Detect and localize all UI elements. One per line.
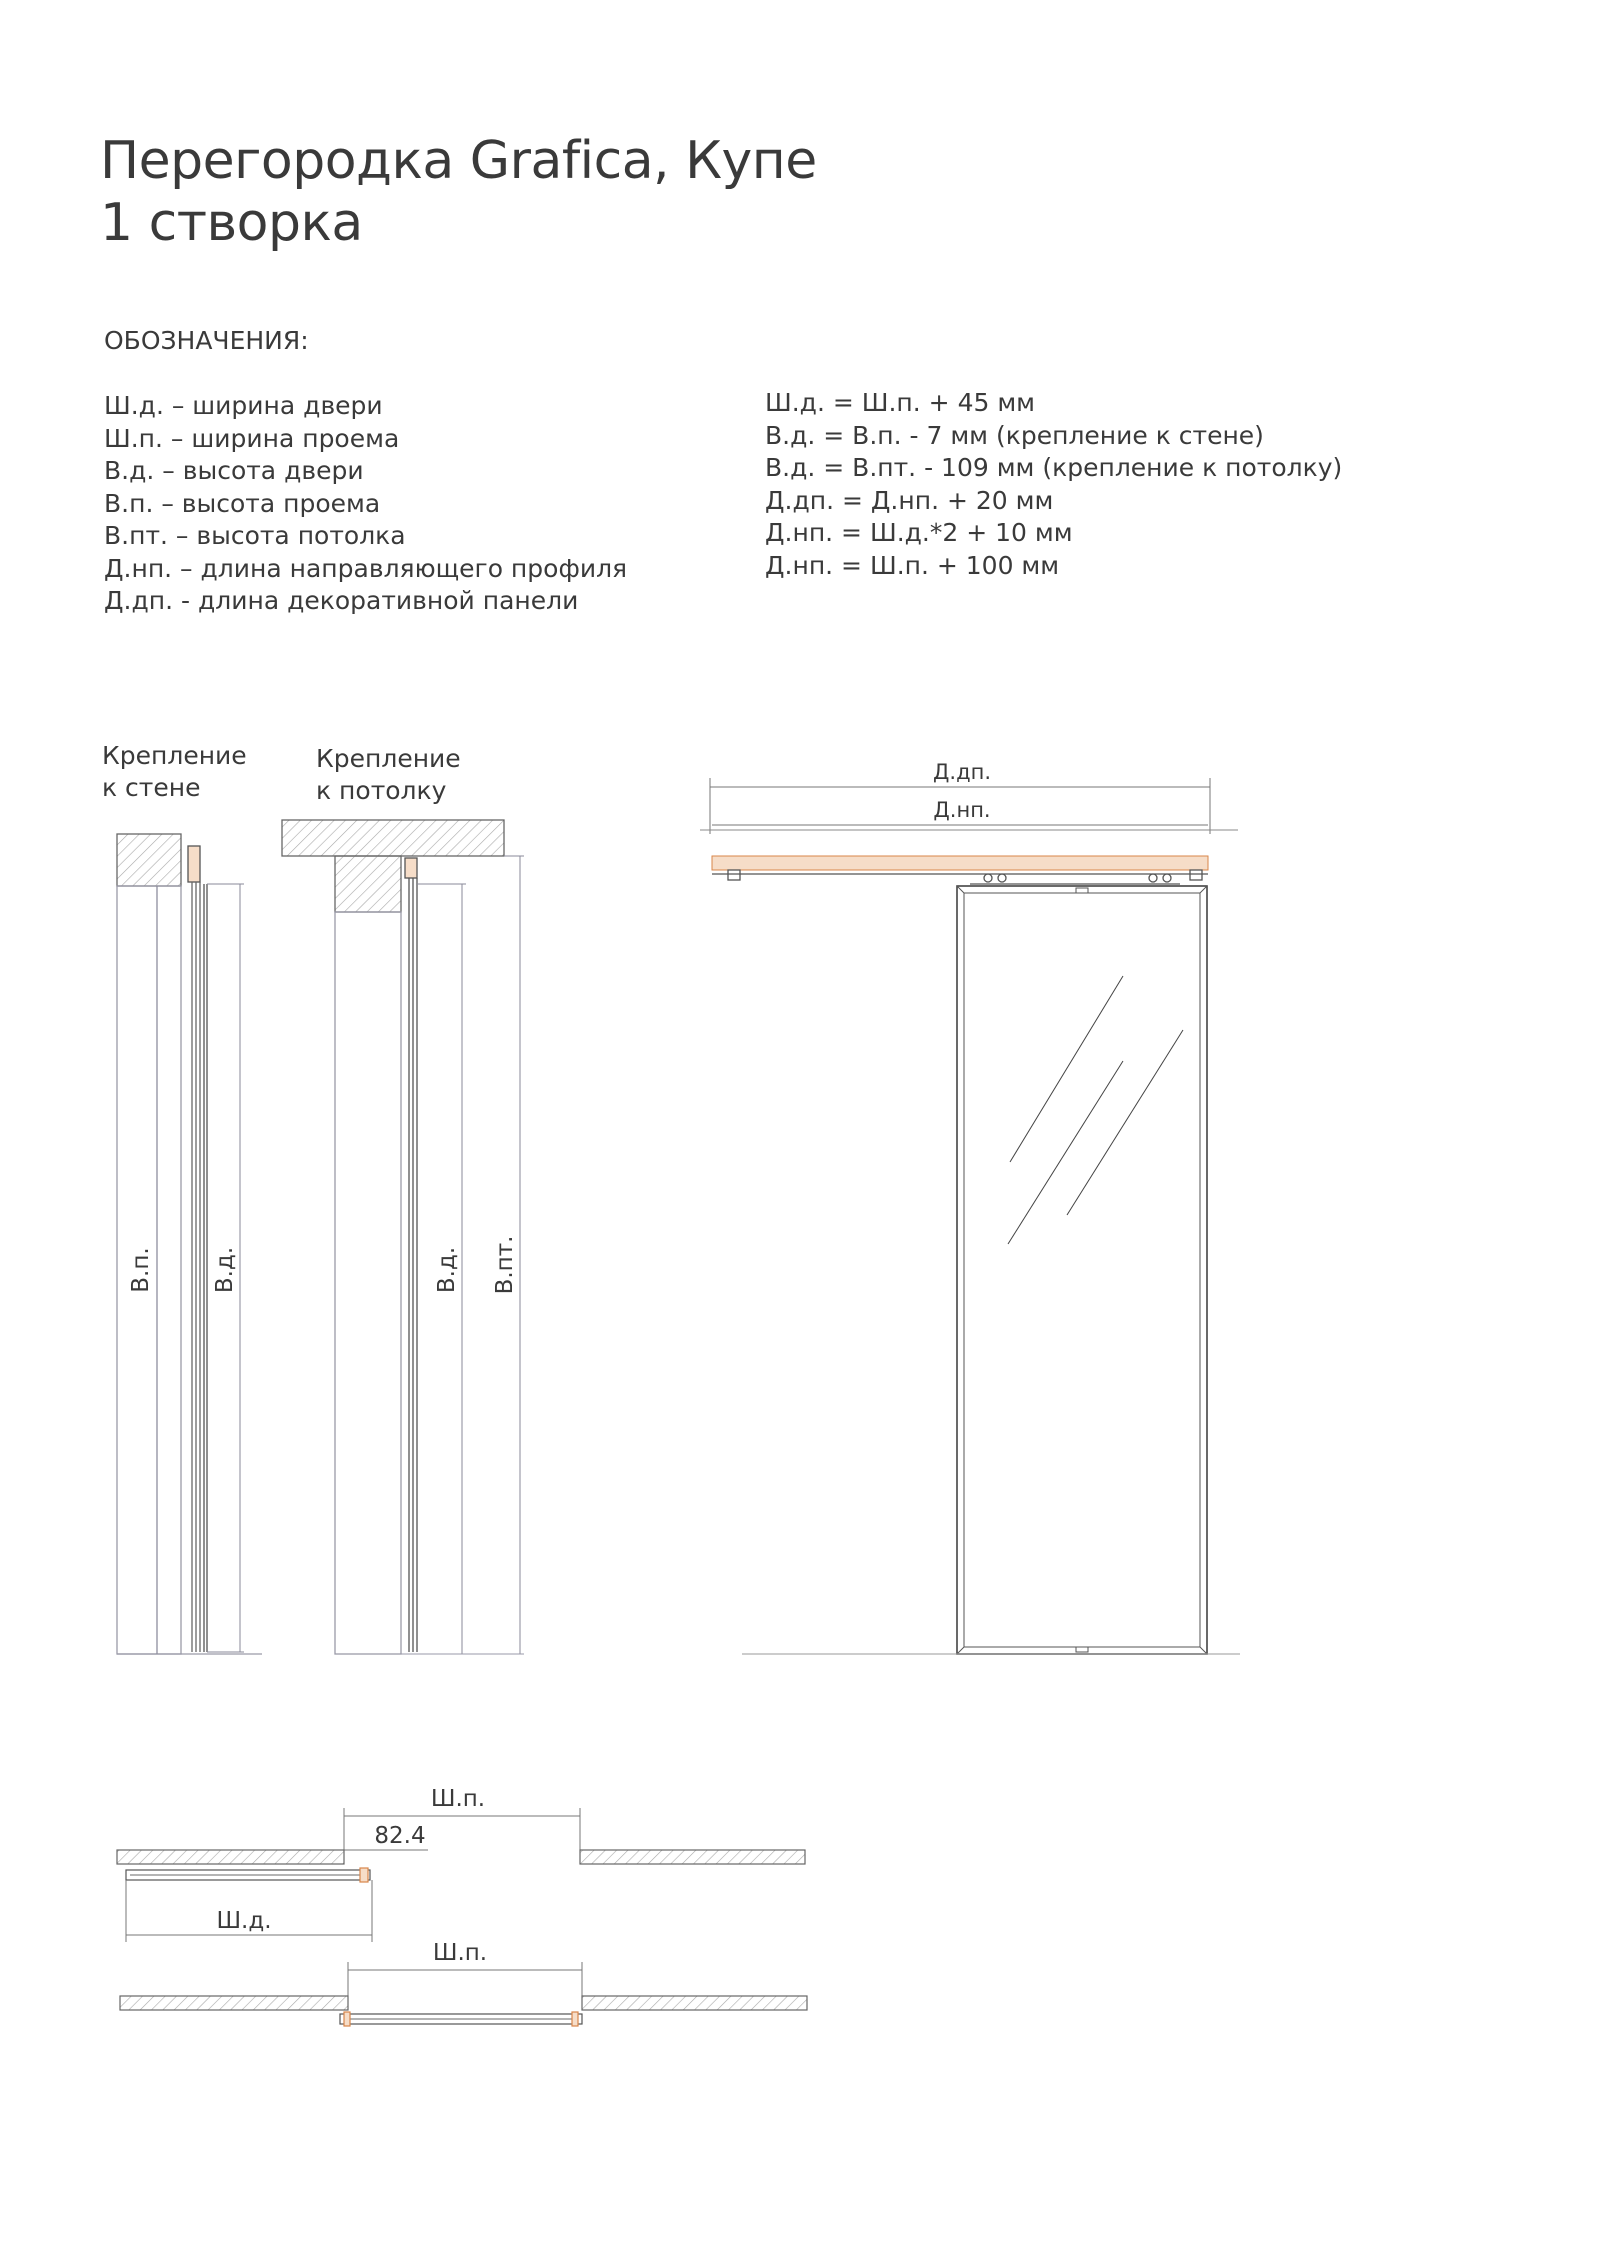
ceiling-bracket xyxy=(405,858,417,878)
vpt-label: В.пт. xyxy=(492,1235,518,1295)
legend-formula: Д.нп. = Ш.д.*2 + 10 мм xyxy=(765,518,1073,547)
ceiling-mount-caption-line-1: Крепление xyxy=(316,744,461,773)
wall-right xyxy=(580,1850,805,1864)
guide-rail xyxy=(712,856,1208,870)
legend-definition: В.д. – высота двери xyxy=(104,456,364,485)
legend-formula: Ш.д. = Ш.п. + 45 мм xyxy=(765,388,1036,417)
shp-label-2: Ш.п. xyxy=(432,1940,488,1966)
glass-reflection-line xyxy=(1010,976,1123,1162)
shp-label-1: Ш.п. xyxy=(430,1786,486,1812)
wall-bracket xyxy=(188,846,200,882)
wall-left xyxy=(117,1850,344,1864)
wall-right-2 xyxy=(582,1996,807,2010)
wall-mount-section xyxy=(117,834,262,1654)
legend-definition: В.п. – высота проема xyxy=(104,488,381,518)
roller-icon xyxy=(1149,874,1157,882)
legend-definition: Д.нп. – длина направляющего профиля xyxy=(104,553,628,583)
top-guide-clip xyxy=(1076,888,1088,893)
legend-definition: Ш.п. – ширина проема xyxy=(104,423,400,453)
plan-view-ceiling-mount xyxy=(120,1962,807,2026)
legend-definition: Ш.д. – ширина двери xyxy=(104,391,383,420)
roller-icon xyxy=(998,874,1006,882)
offset-label: 82.4 xyxy=(374,1823,426,1849)
wall-mount-caption-line-1: Крепление xyxy=(102,741,247,770)
bottom-guide-clip xyxy=(1076,1647,1088,1652)
vd-label-ceiling: В.д. xyxy=(434,1246,460,1294)
dnp-label: Д.нп. xyxy=(933,798,991,822)
wall-left-2 xyxy=(120,1996,348,2010)
legend-heading: ОБОЗНАЧЕНИЯ: xyxy=(104,326,309,355)
title-line-2: 1 створка xyxy=(100,193,363,253)
legend-formula: В.д. = В.пт. - 109 мм (крепление к потолку) xyxy=(765,453,1343,482)
title-line-1: Перегородка Grafica, Купе xyxy=(100,131,817,191)
ceiling-mount-caption-line-2: к потолку xyxy=(316,776,447,805)
legend-definition: Д.дп. - длина декоративной панели xyxy=(104,586,579,615)
vp-label: В.п. xyxy=(128,1247,154,1293)
roller-icon xyxy=(1163,874,1171,882)
ddp-label: Д.дп. xyxy=(932,760,992,784)
wall-hatch-block xyxy=(117,834,181,886)
legend-formula: Д.дп. = Д.нп. + 20 мм xyxy=(765,485,1054,515)
vd-label-wall: В.д. xyxy=(212,1246,238,1294)
ceiling-mount-section xyxy=(282,820,524,1654)
roller-icon xyxy=(984,874,992,882)
ceiling-hatch-block xyxy=(335,856,401,912)
shd-label: Ш.д. xyxy=(216,1908,272,1934)
legend-definition: В.пт. – высота потолка xyxy=(104,521,406,550)
rail-stopper-right xyxy=(1190,870,1202,880)
wall-mount-caption-line-2: к стене xyxy=(102,773,201,802)
door-frame-inner xyxy=(964,893,1200,1647)
door-frame-outer xyxy=(957,886,1207,1654)
rail-stopper-left xyxy=(728,870,740,880)
ceiling-hatch-slab xyxy=(282,820,504,856)
legend-formula: В.д. = В.п. - 7 мм (крепление к стене) xyxy=(765,420,1264,450)
legend-formula: Д.нп. = Ш.п. + 100 мм xyxy=(765,550,1060,580)
front-elevation xyxy=(700,778,1240,1654)
ceiling-opening-jamb xyxy=(335,912,401,1654)
